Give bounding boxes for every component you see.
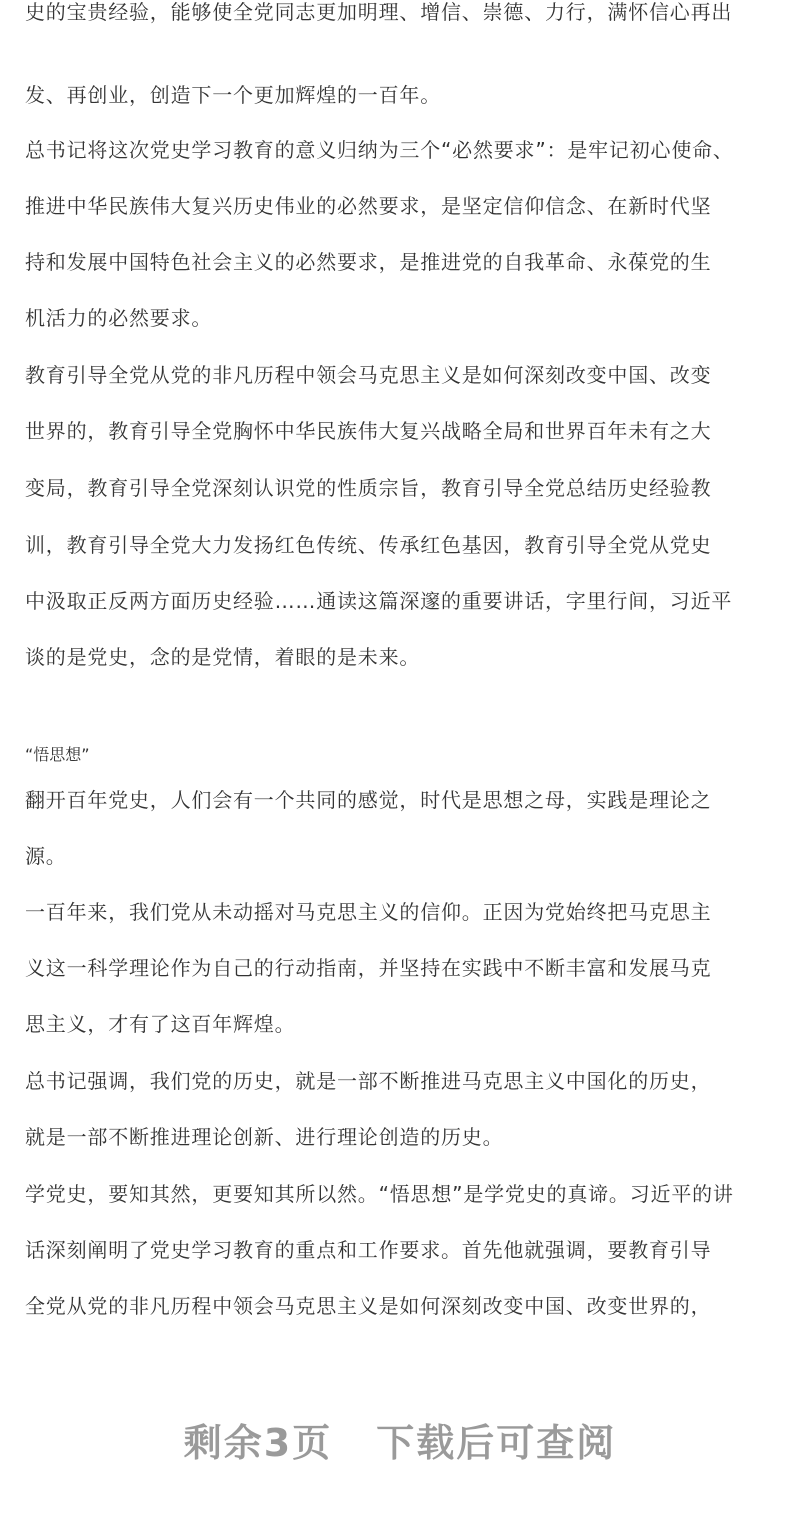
text-line: 总书记强调，我们党的历史，就是一部不断推进马克思主义中国化的历史，: [25, 1069, 712, 1093]
text-line: 世界的，教育引导全党胸怀中华民族伟大复兴战略全局和世界百年未有之大: [25, 419, 712, 443]
text-line: 机活力的必然要求。: [25, 306, 213, 330]
text-line: 持和发展中国特色社会主义的必然要求，是推进党的自我革命、永葆党的生: [25, 250, 712, 274]
text-line: 中汲取正反两方面历史经验……通读这篇深邃的重要讲话，字里行间，习近平: [25, 589, 733, 613]
text-line: 话深刻阐明了党史学习教育的重点和工作要求。首先他就强调，要教育引导: [25, 1238, 712, 1262]
text-line: 推进中华民族伟大复兴历史伟业的必然要求，是坚定信仰信念、在新时代坚: [25, 194, 712, 218]
remaining-pages-label: 剩余3页: [183, 1421, 333, 1465]
text-line: 义这一科学理论作为自己的行动指南，并坚持在实践中不断丰富和发展马克: [25, 956, 712, 980]
text-line: 翻开百年党史，人们会有一个共同的感觉，时代是思想之母，实践是理论之: [25, 788, 712, 812]
text-line: 变局，教育引导全党深刻认识党的性质宗旨，教育引导全党总结历史经验教: [25, 476, 712, 500]
text-line: 学党史，要知其然，更要知其所以然。“悟思想”是学党史的真谛。习近平的讲: [25, 1182, 734, 1206]
text-line: 总书记将这次党史学习教育的意义归纳为三个“必然要求”：是牢记初心使命、: [25, 138, 734, 162]
text-line: 全党从党的非凡历程中领会马克思主义是如何深刻改变中国、改变世界的，: [25, 1294, 712, 1318]
text-line: 一百年来，我们党从未动摇对马克思主义的信仰。正因为党始终把马克思主: [25, 900, 712, 924]
text-line: 源。: [25, 844, 67, 868]
download-prompt[interactable]: [0, 1412, 800, 1467]
text-line: 史的宝贵经验，能够使全党同志更加明理、增信、崇德、力行，满怀信心再出: [25, 0, 733, 24]
text-line: 训，教育引导全党大力发扬红色传统、传承红色基因，教育引导全党从党史: [25, 533, 712, 557]
text-line: 谈的是党史，念的是党情，着眼的是未来。: [25, 645, 421, 669]
text-line: 思主义，才有了这百年辉煌。: [25, 1012, 296, 1036]
subheading: “悟思想”: [25, 745, 90, 764]
download-to-view-label[interactable]: 下载后可查阅: [376, 1421, 617, 1465]
text-line: 发、再创业，创造下一个更加辉煌的一百年。: [25, 83, 441, 107]
text-line: 教育引导全党从党的非凡历程中领会马克思主义是如何深刻改变中国、改变: [25, 363, 712, 387]
text-line: 就是一部不断推进理论创新、进行理论创造的历史。: [25, 1125, 504, 1149]
